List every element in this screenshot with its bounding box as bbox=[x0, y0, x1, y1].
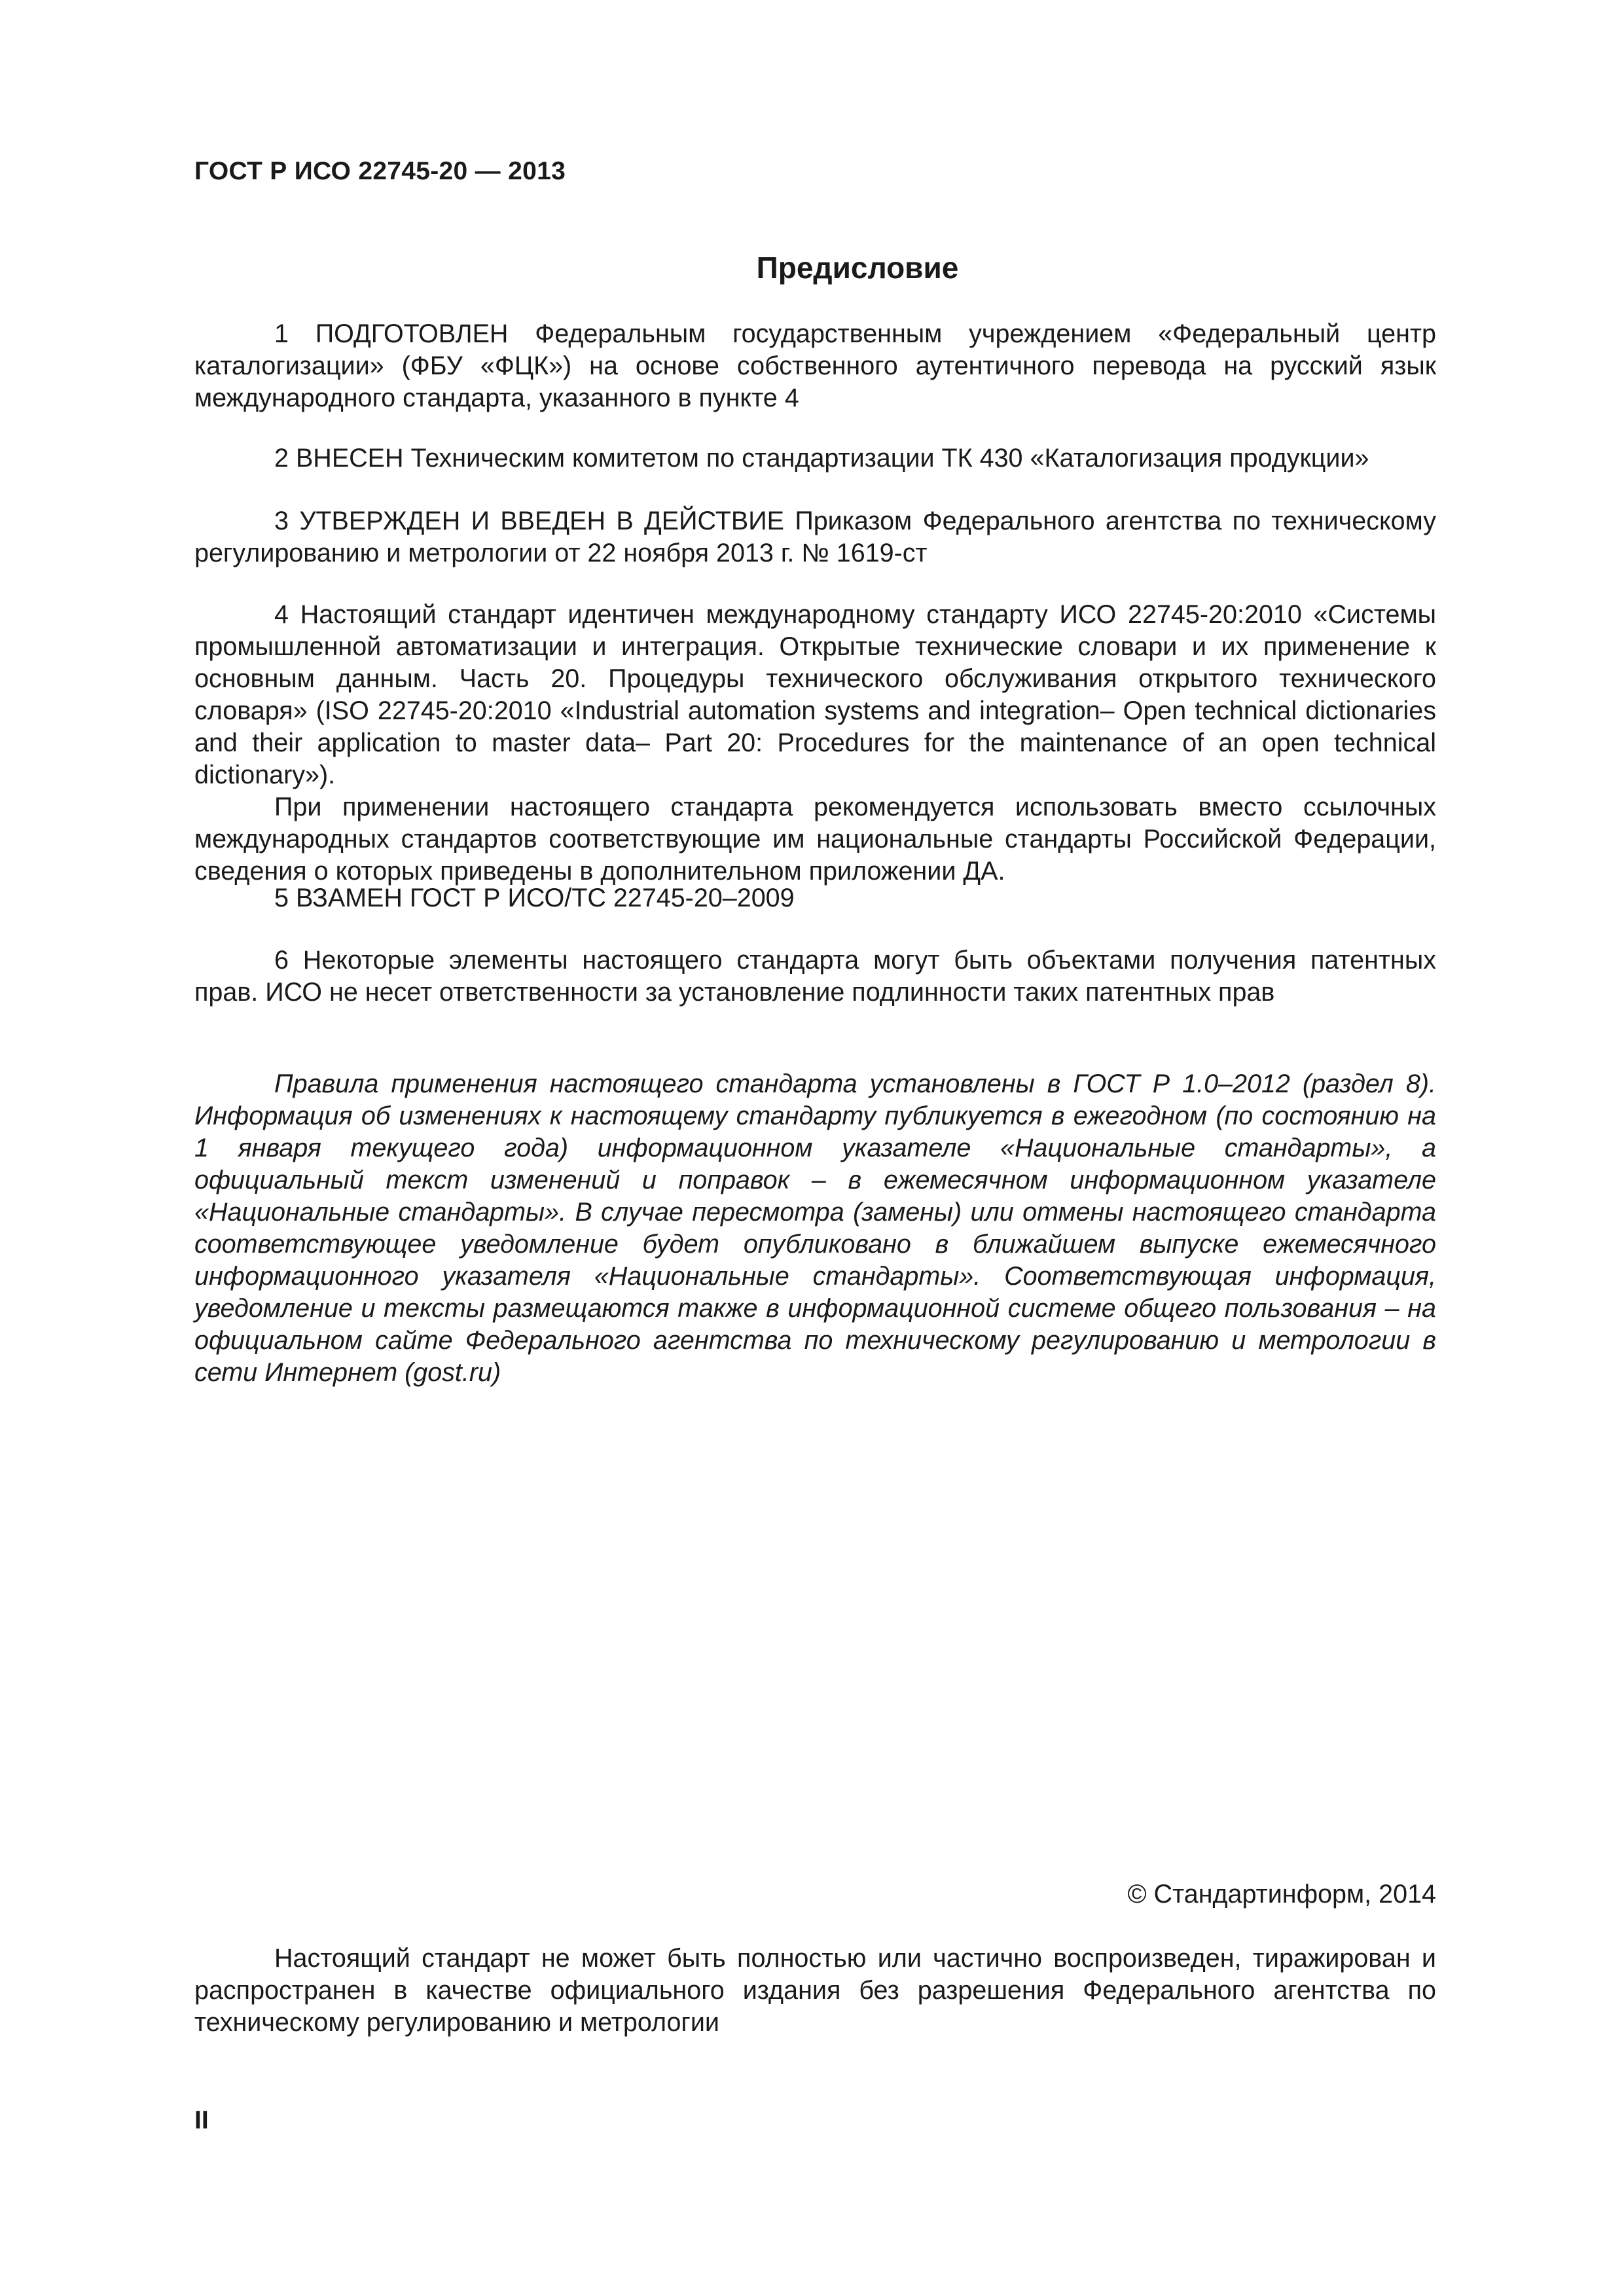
copyright-line: © Стандартинформ, 2014 bbox=[1127, 1880, 1436, 1909]
foreword-item-6 bbox=[194, 944, 1436, 1009]
application-rules-text: Правила применения настоящего стандарта установлены в ГОСТ Р 1.0–2012 (раздел 8). Информация об изменениях к настоящему стандарту публикуется в ежегодном (по состоянию на 1 января текущего года) информационном указателе «Национальные стандарты», а официальный текст изменений и поправок – в ежемесячном информационном указателе «Национальные стандарты». В случае пересмотра (замены) или отмены настоящего стандарта соответствующее уведомление будет опубликовано в ближайшем выпуске ежемесячного информационного указателя «Национальные стандарты». Соответствующая информация, уведомление и тексты размещаются также в информационной системе общего пользования – на официальном сайте Федерального агентства по техническому регулированию и метрологии в сети Интернет (gost.ru) bbox=[194, 1069, 1436, 1387]
foreword-item-4-extra: При применении настоящего стандарта рекомендуется использовать вместо ссылочных международных стандартов соответствующие им национальные стандарты Российской Федерации, сведения о которых приведены в дополнительном приложении ДА. bbox=[194, 793, 1436, 886]
page-number: II bbox=[194, 2106, 209, 2134]
reproduction-notice-text: Настоящий стандарт не может быть полностью или частично воспроизведен, тиражирован и распространен в качестве официального издания без разрешения Федерального агентства по техническому регулированию и метрологии bbox=[194, 1944, 1436, 2037]
reproduction-notice bbox=[194, 1943, 1436, 2039]
foreword-item-5 bbox=[194, 882, 1436, 914]
foreword-item-1 bbox=[194, 318, 1436, 414]
document-id-header: ГОСТ Р ИСО 22745-20 — 2013 bbox=[194, 157, 566, 185]
foreword-item-3 bbox=[194, 505, 1436, 569]
page-title: Предисловие bbox=[756, 251, 959, 285]
foreword-item-1-text: 1 ПОДГОТОВЛЕН Федеральным государственным учреждением «Федеральный центр каталогизации» (ФБУ «ФЦК») на основе собственного аутентичного перевода на русский язык международного стандарта, указанного в пункте 4 bbox=[194, 319, 1436, 412]
foreword-item-6-text: 6 Некоторые элементы настоящего стандарта могут быть объектами получения патентных прав. ИСО не несет ответственности за установление подлинности таких патентных прав bbox=[194, 946, 1436, 1007]
foreword-item-2 bbox=[194, 442, 1436, 475]
foreword-item-3-text: 3 УТВЕРЖДЕН И ВВЕДЕН В ДЕЙСТВИЕ Приказом Федерального агентства по техническому регулированию и метрологии от 22 ноября 2013 г. № 1619-ст bbox=[194, 507, 1436, 567]
foreword-item-2-text: 2 ВНЕСЕН Техническим комитетом по стандартизации ТК 430 «Каталогизация продукции» bbox=[274, 444, 1369, 473]
foreword-item-5-text: 5 ВЗАМЕН ГОСТ Р ИСО/ТС 22745-20–2009 bbox=[274, 884, 795, 912]
foreword-item-4-text: 4 Настоящий стандарт идентичен международному стандарту ИСО 22745-20:2010 «Системы промышленной автоматизации и интеграция. Открытые технические словари и их применение к основным данным. Часть 20. Процедуры технического обслуживания открытого технического словаря» (ISO 22745-20:2010 «Industrial automation systems and integration– Open technical dictionaries and their application to master data– Part 20: Procedures for the maintenance of an open technical dictionary»). bbox=[194, 600, 1436, 789]
foreword-item-4 bbox=[194, 599, 1436, 888]
application-rules-note bbox=[194, 1068, 1436, 1389]
